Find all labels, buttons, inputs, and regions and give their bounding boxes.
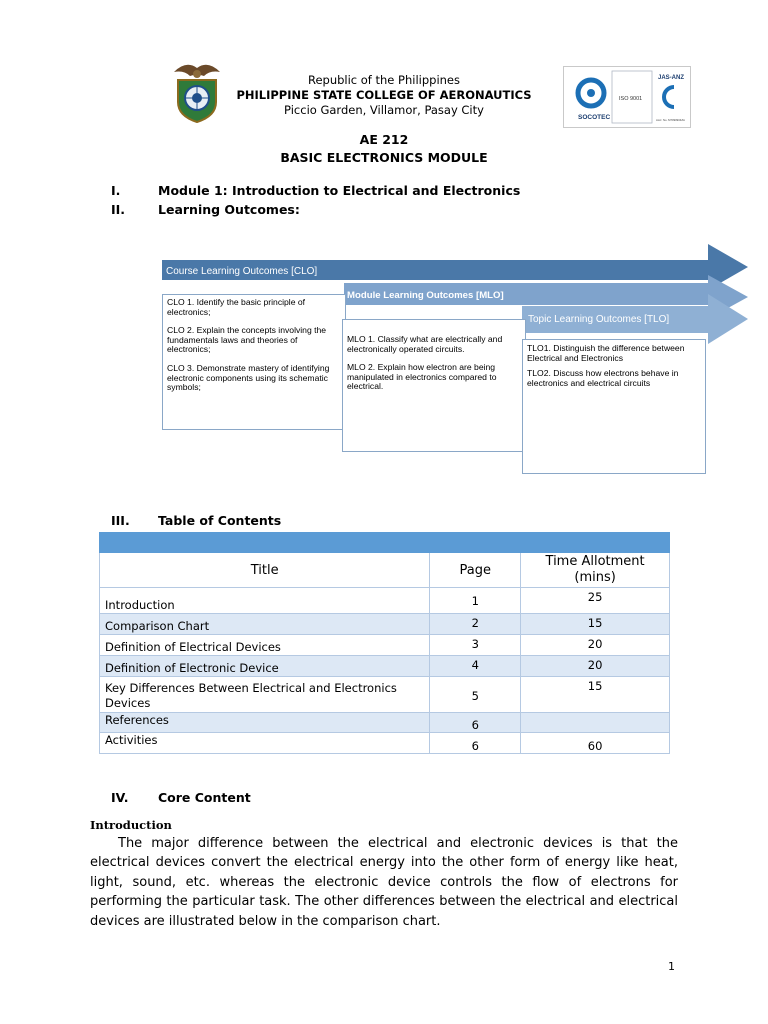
table-row (100, 677, 670, 713)
clo-item: CLO 2. Explain the concepts involving the fundamentals laws and theories of electronics; (167, 325, 327, 355)
cert-iso-label: ISO 9001 (619, 96, 643, 102)
row-page: 4 (430, 656, 521, 677)
clo-item: CLO 3. Demonstrate mastery of identifying electronic components using its schematic symbols; (167, 362, 330, 393)
tlo-label: Topic Learning Outcomes [TLO] (528, 314, 670, 325)
row-time: 15 (521, 614, 670, 635)
mlo-label: Module Learning Outcomes [MLO] (347, 290, 504, 301)
row-title: References (100, 713, 430, 733)
table-row (100, 733, 670, 754)
cert-right-label: JAS-ANZ (658, 75, 685, 81)
col-header-page: Page (430, 553, 521, 588)
row-page: 6 (430, 713, 521, 733)
table-row (100, 713, 670, 733)
row-time (521, 713, 670, 733)
cert-small-label: Accr. No. M7090904ZA (656, 118, 685, 122)
tlo-item: TLO1. Distinguish the difference between Electrical and Electronics (527, 343, 685, 363)
row-time: 15 (521, 677, 670, 713)
table-row (100, 614, 670, 635)
header-college-name: PHILIPPINE STATE COLLEGE OF AERONAUTICS (236, 88, 532, 102)
section-3-title: Table of Contents (158, 513, 282, 528)
header-address: Piccio Garden, Villamor, Pasay City (284, 103, 484, 117)
introduction-paragraph: The major difference between the electrical and electronic devices is that the electrical devices convert the electrical energy into the other form of energy like heat, light, sound, etc. whereas the electronic device controls the flow of electrons for performing the particular task. The other differences between the electrical and electrical devices are illustrated below in the comparison chart. (90, 836, 678, 929)
row-page: 1 (430, 588, 521, 614)
row-title: Comparison Chart (100, 614, 430, 635)
section-4-title: Core Content (158, 790, 251, 805)
section-4 (111, 790, 671, 807)
row-time: 60 (521, 733, 670, 754)
row-time: 25 (521, 588, 670, 614)
course-title: BASIC ELECTRONICS MODULE (280, 150, 488, 165)
section-1 (111, 183, 671, 200)
row-time: 20 (521, 656, 670, 677)
mlo-item: MLO 1. Classify what are electrically and electronically operated circuits. (347, 334, 503, 354)
row-title: Activities (100, 733, 430, 754)
tlo-box (522, 339, 706, 474)
col-header-title: Title (100, 553, 430, 588)
tlo-item: TLO2. Discuss how electrons behave in electronics and electrical circuits (527, 368, 679, 388)
section-1-title: Module 1: Introduction to Electrical and Electronics (158, 183, 521, 198)
iso-certification-logo (563, 66, 691, 128)
table-of-contents (99, 532, 670, 754)
clo-label: Course Learning Outcomes [CLO] (166, 266, 318, 277)
row-title: Definition of Electrical Devices (100, 635, 430, 656)
table-row (100, 588, 670, 614)
section-2 (111, 202, 671, 219)
col-header-time: Time Allotment (mins) (521, 553, 670, 588)
table-row (100, 656, 670, 677)
row-time: 20 (521, 635, 670, 656)
page-number: 1 (668, 960, 675, 973)
clo-box (162, 294, 346, 430)
introduction-heading: Introduction (90, 818, 172, 832)
row-title: Key Differences Between Electrical and Electronics Devices (100, 677, 430, 713)
row-title: Introduction (100, 588, 430, 614)
section-3 (111, 513, 671, 530)
table-column-headers (100, 553, 670, 588)
clo-item: CLO 1. Identify the basic principle of electronics; (167, 297, 306, 317)
section-2-title: Learning Outcomes: (158, 202, 300, 217)
table-header-bar (100, 533, 670, 553)
header-republic: Republic of the Philippines (307, 73, 461, 87)
section-4-number: IV. (111, 790, 129, 805)
section-2-number: II. (111, 202, 126, 217)
section-1-number: I. (111, 183, 121, 198)
row-page: 5 (430, 677, 521, 713)
row-page: 2 (430, 614, 521, 635)
row-title: Definition of Electronic Device (100, 656, 430, 677)
learning-outcomes-diagram (160, 242, 752, 478)
mlo-item: MLO 2. Explain how electron are being manipulated in electronics compared to electrical. (347, 362, 497, 392)
cert-left-label: SOCOTEC (578, 114, 611, 121)
mlo-box (342, 319, 526, 452)
row-page: 6 (430, 733, 521, 754)
row-page: 3 (430, 635, 521, 656)
section-3-number: III. (111, 513, 130, 528)
table-row (100, 635, 670, 656)
course-code: AE 212 (359, 132, 409, 147)
